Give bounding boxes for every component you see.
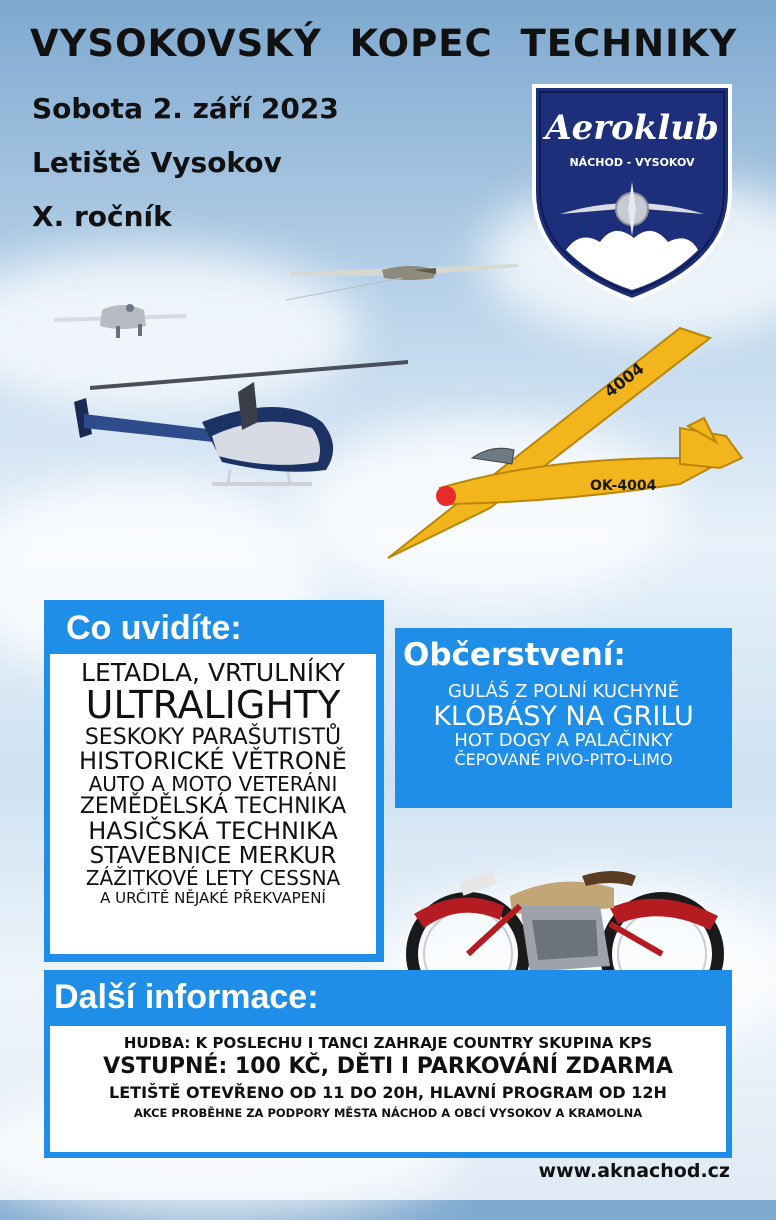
see-heading: Co uvidíte: <box>66 609 242 647</box>
food-item: KLOBÁSY NA GRILU <box>433 700 694 732</box>
food-heading: Občerstvení: <box>403 637 626 673</box>
see-item: AUTO A MOTO VETERÁNI <box>88 772 338 797</box>
event-place: Letiště Vysokov <box>32 146 282 179</box>
glider-wing-number: 4004 <box>600 358 648 402</box>
see-item: SESKOKY PARAŠUTISTŮ <box>84 725 342 751</box>
info-item: LETIŠTĚ OTEVŘENO OD 11 DO 20H, HLAVNÍ PROGRAM OD 12H <box>109 1083 667 1103</box>
info-list <box>50 1026 726 1152</box>
aeroklub-logo-name: Aeroklub <box>545 108 719 148</box>
see-section <box>44 600 384 962</box>
see-item: ZÁŽITKOVÉ LETY CESSNA <box>85 865 341 890</box>
see-item: STAVEBNICE MERKUR <box>89 842 337 869</box>
see-list <box>50 654 376 954</box>
yellow-glider-image <box>380 318 752 568</box>
helicopter-image <box>62 352 412 502</box>
info-item: VSTUPNÉ: 100 KČ, DĚTI I PARKOVÁNÍ ZDARMA <box>103 1054 673 1079</box>
glider-image <box>286 252 522 302</box>
see-item: LETADLA, VRTULNÍKY <box>81 658 345 687</box>
see-item: ZEMĚDĚLSKÁ TECHNIKA <box>79 794 347 820</box>
food-item: HOT DOGY A PALAČINKY <box>454 730 673 752</box>
aeroklub-logo-location: NÁCHOD - VYSOKOV <box>569 156 695 169</box>
info-section <box>44 970 732 1158</box>
see-item: HISTORICKÉ VĚTRONĚ <box>79 747 347 776</box>
website-link[interactable]: www.aknachod.cz <box>538 1160 730 1182</box>
small-plane-image <box>52 296 188 340</box>
see-item: HASIČSKÁ TECHNIKA <box>88 816 338 845</box>
food-item: ČEPOVANÉ PIVO-PITO-LIMO <box>454 750 673 770</box>
see-item: A URČITĚ NĚJAKÉ PŘEKVAPENÍ <box>100 888 326 907</box>
event-edition: X. ročník <box>32 200 172 233</box>
info-heading: Další informace: <box>54 978 319 1016</box>
info-item: AKCE PROBĚHNE ZA PODPORY MĚSTA NÁCHOD A OBCÍ VYSOKOV A KRAMOLNA <box>133 1105 643 1120</box>
food-item: GULÁŠ Z POLNÍ KUCHYNĚ <box>447 681 680 702</box>
aeroklub-logo <box>530 82 734 304</box>
see-item: ULTRALIGHTY <box>85 683 341 728</box>
event-date: Sobota 2. září 2023 <box>32 92 339 125</box>
info-item: HUDBA: K POSLECHU I TANCI ZAHRAJE COUNTRY SKUPINA KPS <box>123 1034 653 1052</box>
glider-registration: OK-4004 <box>590 478 657 494</box>
food-section <box>395 628 732 808</box>
page-title: VYSOKOVSKÝ KOPEC TECHNIKY <box>30 22 738 65</box>
